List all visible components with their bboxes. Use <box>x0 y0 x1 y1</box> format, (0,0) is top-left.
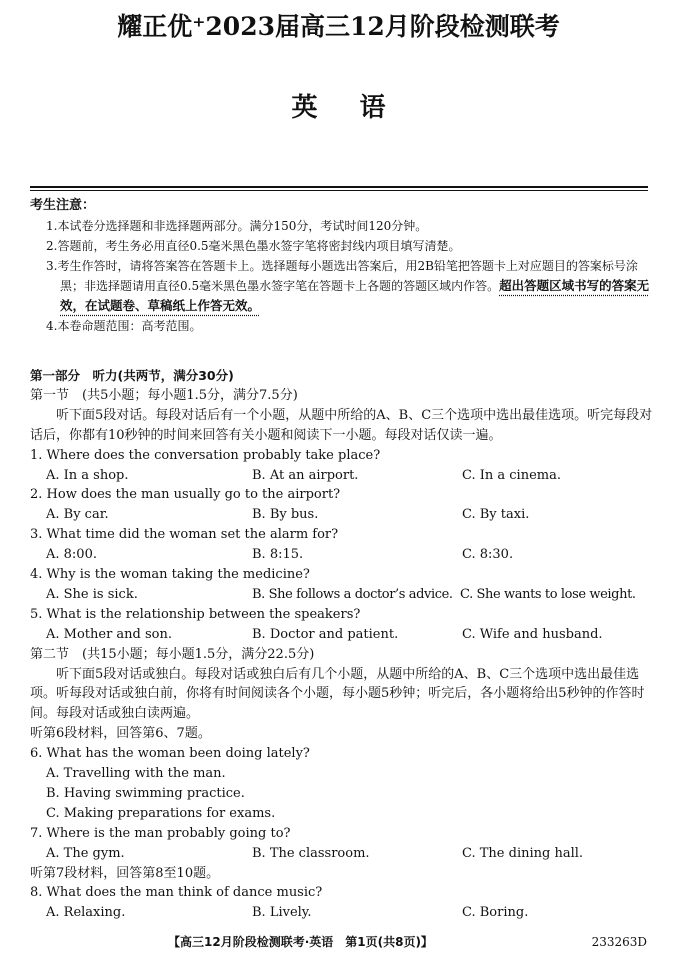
question-stem: 2. How does the man usually go to the airport? <box>30 487 341 503</box>
option-b: B. At an airport. <box>252 467 359 483</box>
option-b: B. Lively. <box>252 905 312 921</box>
exam-title: 耀正优⁺2023届高三12月阶段检测联考 <box>117 12 560 41</box>
option-b: B. She follows a doctor’s advice. <box>252 586 453 602</box>
option-a: A. The gym. <box>46 845 125 861</box>
notice-item-4: 4.本卷命题范围：高考范围。 <box>46 319 202 333</box>
section2-instructions: 听下面5段对话或独白。每段对话或独白后有几个小题，从题中所给的A、B、C三个选项中选出最佳选项。听每段对话或独白前，你将有时间阅读各个小题，每小题5秒钟；听完后，各小题将给出5秒钟的作答时间。每段对话或独白读两遍。 <box>30 666 645 722</box>
option-c: C. By taxi. <box>462 507 530 523</box>
question-6 <box>30 744 655 824</box>
footer-code: 233263D <box>591 935 647 949</box>
section2-heading: 第二节 (共15小题；每小题1.5分，满分22.5分) <box>30 646 315 662</box>
option-c: C. The dining hall. <box>462 845 584 861</box>
option-row <box>30 466 655 486</box>
notice-item-3 <box>30 256 655 316</box>
question-3 <box>30 525 655 565</box>
question-stem: 4. Why is the woman taking the medicine? <box>30 567 310 583</box>
section1-heading: 第一节 (共5小题；每小题1.5分，满分7.5分) <box>30 387 298 403</box>
question-stem: 5. What is the relationship between the speakers? <box>30 606 361 622</box>
question-7 <box>30 824 655 864</box>
notice-item-1: 1.本试卷分选择题和非选择题两部分。满分150分，考试时间120分钟。 <box>46 219 428 233</box>
material-7-label: 听第7段材料，回答第8至10题。 <box>30 865 220 881</box>
option-a: A. Mother and son. <box>46 626 173 642</box>
option-c: C. Boring. <box>462 905 529 921</box>
notice-item-2: 2.答题前，考生务必用直径0.5毫米黑色墨水签字笔将密封线内项目填写清楚。 <box>46 239 461 253</box>
question-stem: 3. What time did the woman set the alarm for? <box>30 527 339 543</box>
notice-item-3-text: 3.考生作答时，请将答案答在答题卡上。选择题每小题选出答案后，用2B铅笔把答题卡上对应题目的答案标号涂黑；非选择题请用直径0.5毫米黑色墨水签字笔在答题卡上各题的答题区域内作答。 <box>46 259 638 293</box>
option-row <box>30 625 655 645</box>
notice-item-3-bold: 超出答题区域书写的答案无效，在试题卷、草稿纸上作答无效。 <box>60 278 650 313</box>
option-c: C. Wife and husband. <box>462 626 603 642</box>
option-row <box>30 903 655 923</box>
option-c: C. 8:30. <box>462 547 514 563</box>
question-2 <box>30 485 655 525</box>
subject-title: 英语 <box>291 93 428 123</box>
option-b: B. Doctor and patient. <box>252 626 399 642</box>
listening-part <box>30 366 655 923</box>
option-a: A. 8:00. <box>46 547 97 563</box>
question-stem: 1. Where does the conversation probably take place? <box>30 447 381 463</box>
header-rule-thick <box>30 186 648 188</box>
option-row <box>30 844 655 864</box>
option-b: B. 8:15. <box>252 547 304 563</box>
question-8 <box>30 883 655 923</box>
header-rule-thin <box>30 190 648 191</box>
option-b: B. Having swimming practice. <box>46 785 245 801</box>
question-stem: 6. What has the woman been doing lately? <box>30 746 310 762</box>
option-c: C. Making preparations for exams. <box>46 805 276 821</box>
footer-page-info: 【高三12月阶段检测联考·英语 第1页(共8页)】 <box>168 935 433 949</box>
option-row <box>30 585 655 605</box>
option-b: B. The classroom. <box>252 845 370 861</box>
question-stem: 7. Where is the man probably going to? <box>30 825 291 841</box>
option-row <box>30 505 655 525</box>
option-a: A. Relaxing. <box>46 905 126 921</box>
option-a: A. She is sick. <box>46 586 138 602</box>
option-b: B. By bus. <box>252 507 319 523</box>
section1-instructions: 听下面5段对话。每段对话后有一个小题，从题中所给的A、B、C三个选项中选出最佳选项。听完每段对话后，你都有10秒钟的时间来回答有关小题和阅读下一小题。每段对话仅读一遍。 <box>30 407 653 443</box>
part-heading: 第一部分 听力(共两节，满分30分) <box>30 368 234 383</box>
notice-heading: 考生注意： <box>30 198 96 213</box>
question-5 <box>30 605 655 645</box>
option-a: A. Travelling with the man. <box>46 766 226 782</box>
question-stem: 8. What does the man think of dance music? <box>30 885 323 901</box>
material-6-label: 听第6段材料，回答第6、7题。 <box>30 726 211 742</box>
candidate-notice <box>30 196 655 336</box>
question-1 <box>30 446 655 486</box>
question-4 <box>30 565 655 605</box>
option-a: A. By car. <box>46 507 109 523</box>
option-c: C. She wants to lose weight. <box>460 586 636 602</box>
option-a: A. In a shop. <box>46 467 129 483</box>
option-c: C. In a cinema. <box>462 467 561 483</box>
option-row <box>30 545 655 565</box>
page-footer <box>0 932 677 952</box>
